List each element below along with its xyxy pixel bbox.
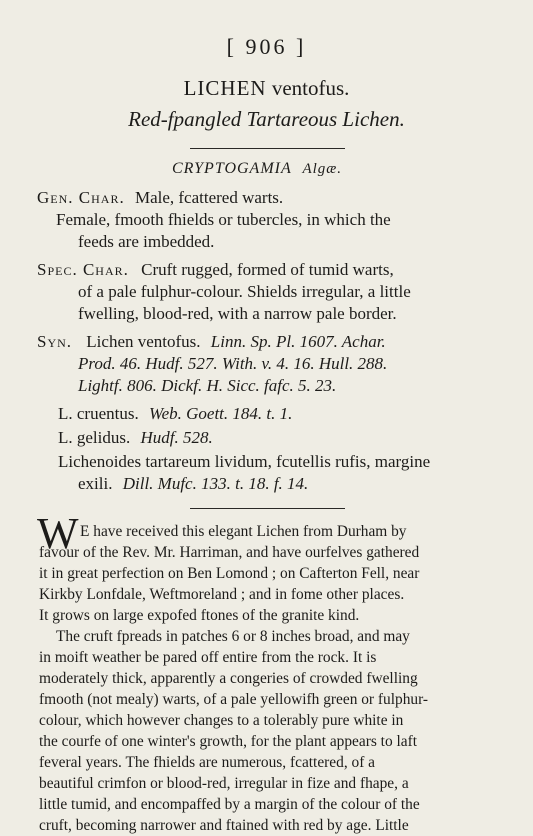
syn-line-7: exili. Dill. Mufc. 133. t. 18. f. 14. — [78, 474, 309, 493]
spec-char-line-3: fwelling, blood-red, with a narrow pale border. — [78, 304, 397, 323]
classification-line — [172, 160, 342, 178]
body-line-9: fmooth (not mealy) warts, of a pale yellowifh green or fulphur- — [39, 691, 429, 708]
page-subtitle: Red-fpangled Tartareous Lichen. — [128, 107, 405, 131]
body-line-7: in moift weather be pared off entire from the rock. It is — [39, 649, 377, 666]
body-line-10: colour, which however changes to a tolerably pure white in — [39, 712, 404, 729]
divider-rule-top — [190, 148, 345, 149]
syn-line-4: L. cruentus. Web. Goett. 184. t. 1. — [58, 404, 293, 423]
body-line-15: cruft, becoming narrower and ftained with red by age. Little — [39, 817, 409, 834]
gen-char-label: Gen. Char. — [37, 188, 125, 207]
body-line-14: little tumid, and encompaffed by a margin of the colour of the — [39, 796, 420, 813]
gen-char-line-3: feeds are imbedded. — [78, 232, 215, 251]
title-genus: LICHEN — [183, 76, 267, 100]
spec-char-label: Spec. Char. — [37, 260, 129, 279]
syn-line-1: Syn. Lichen ventofus. Linn. Sp. Pl. 1607. Achar. — [37, 332, 386, 351]
page-title — [0, 76, 533, 101]
syn-line-5: L. gelidus. Hudf. 528. — [58, 428, 213, 447]
spec-char-line-2: of a pale fulphur-colour. Shields irregular, a little — [78, 282, 411, 301]
body-line-2: favour of the Rev. Mr. Harriman, and have ourfelves gathered — [39, 544, 420, 561]
divider-rule-bottom — [190, 508, 345, 509]
spec-char-line-1: Spec. Char. Cruft rugged, formed of tumid warts, — [37, 260, 394, 279]
classification-class: CRYPTOGAMIA — [172, 160, 292, 177]
title-species: ventofus. — [271, 76, 350, 100]
gen-char-line-2: Female, fmooth fhields or tubercles, in which the — [56, 210, 391, 229]
syn-line-2: Prod. 46. Hudf. 527. With. v. 4. 16. Hull. 288. — [78, 354, 388, 373]
body-line-13: beautiful crimfon or blood-red, irregular in fize and fhape, a — [39, 775, 409, 792]
body-line-8: moderately thick, apparently a congeries of crowded fwelling — [39, 670, 418, 687]
syn-line-6: Lichenoides tartareum lividum, fcutellis rufis, margine — [58, 452, 431, 471]
syn-line-3: Lightf. 806. Dickf. H. Sicc. fafc. 5. 23. — [78, 376, 337, 395]
body-line-1: E have received this elegant Lichen from Durham by — [80, 523, 407, 540]
classification-order: Algæ. — [302, 161, 343, 177]
body-line-3: it in great perfection on Ben Lomond ; on Cafterton Fell, near — [39, 565, 420, 582]
body-line-6: The cruft fpreads in patches 6 or 8 inches broad, and may — [56, 628, 410, 645]
body-line-5: It grows on large expofed ftones of the granite kind. — [39, 607, 360, 624]
body-line-4: Kirkby Lonfdale, Weftmoreland ; and in fome other places. — [39, 586, 405, 603]
body-line-11: the courfe of one winter's growth, for the plant appears to laft — [39, 733, 418, 750]
syn-label: Syn. — [37, 332, 73, 351]
body-line-12: feveral years. The fhields are numerous, fcattered, of a — [39, 754, 376, 771]
drop-cap: W — [37, 509, 79, 558]
gen-char-line-1: Gen. Char. Male, fcattered warts. — [37, 188, 284, 207]
page-number: [ 906 ] — [226, 34, 307, 59]
